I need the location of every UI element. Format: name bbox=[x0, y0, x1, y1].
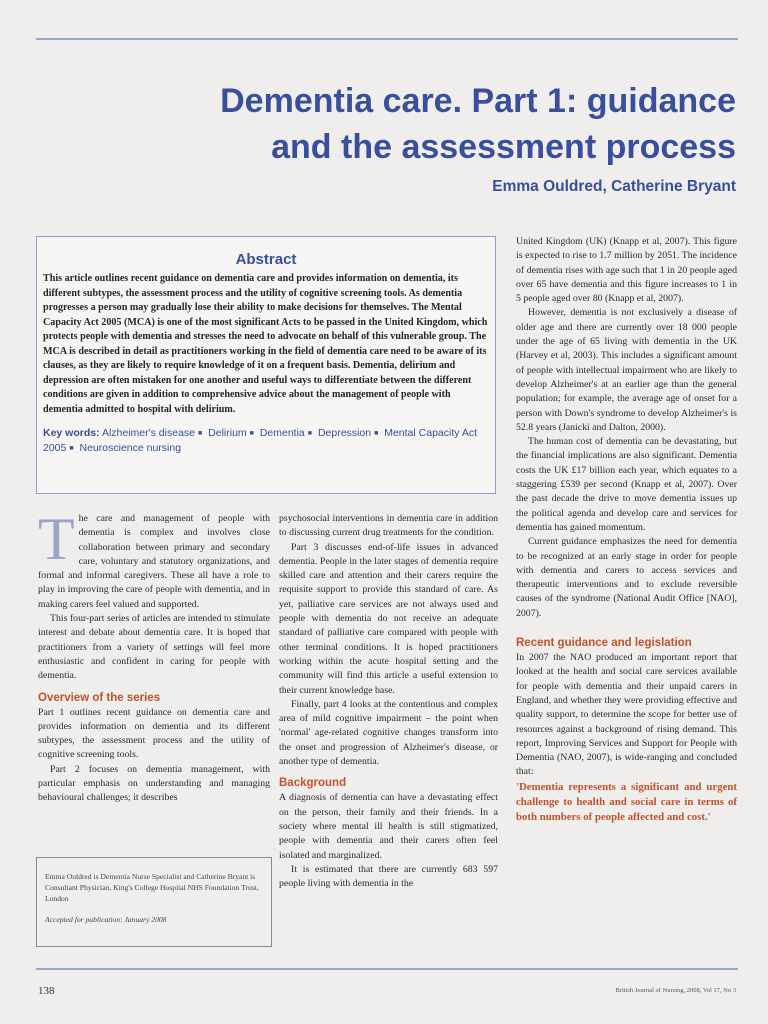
paragraph: A diagnosis of dementia can have a devastating effect on the person, their family and their friends. In a society where mental ill health is still stigmatized, people with dementia and their carers often feel isolated and marginalized. bbox=[279, 792, 498, 861]
authors: Emma Ouldred, Catherine Bryant bbox=[492, 178, 736, 195]
bottom-rule bbox=[36, 968, 738, 970]
bullet-icon: ■ bbox=[249, 430, 254, 437]
paragraph: Finally, part 4 looks at the contentious and complex area of mild cognitive impairment – the point when 'normal' age-related cognitive changes transform into the onset and progression of Alzheimer's disease, or another type of dementia. bbox=[279, 698, 498, 768]
paragraph: In 2007 the NAO produced an important report that looked at the health and social care services available for people with dementia and their unpaid carers in England, and whether they were providing effective and quality support, to determine the scope for better use of resources against a background of rising demand. This report, Improving Services and Support for People with Dementia (NAO, 2007), is wide-ranging and concluded that: bbox=[516, 652, 737, 778]
paragraph: United Kingdom (UK) (Knapp et al, 2007). This figure is expected to rise to 1.7 million by 2051. The incidence of dementia rises with age such that 1 in 20 people aged over 65 have dementia and this figure increases to 1 in 5 people aged over 80 (Knapp et al, 2007). bbox=[516, 236, 737, 305]
keyword: Delirium bbox=[208, 427, 247, 439]
author-affiliation: Emma Ouldred is Dementia Nurse Specialist and Catherine Bryant is Consultant Physician, King's College Hospital NHS Foundation Trust, London bbox=[45, 872, 259, 904]
section-heading-background: Background bbox=[279, 777, 347, 790]
column-2 bbox=[279, 512, 498, 891]
column-1 bbox=[38, 506, 270, 806]
author-info-box bbox=[36, 857, 272, 947]
keyword: Dementia bbox=[259, 427, 305, 439]
keyword: Neuroscience nursing bbox=[79, 442, 182, 454]
section-heading-overview: Overview of the series bbox=[38, 691, 161, 704]
paragraph: Part 3 discusses end-of-life issues in advanced dementia. People in the later stages of dementia require skilled care and attention and their carers require the requisite support to provide this standard of care. As yet, palliative care services are not always used and people with dementia do not receive an adequate standard of palliative care compared with people with other terminal conditions. It is hoped practitioners working within the acute hospital setting and the community will find this article a useful extension to their current knowledge base. bbox=[279, 541, 498, 696]
bullet-icon: ■ bbox=[198, 430, 203, 437]
bullet-icon: ■ bbox=[374, 430, 379, 437]
drop-cap: T bbox=[38, 506, 75, 572]
journal-citation: British Journal of Nursing, 2008, Vol 17, No 3 bbox=[615, 987, 736, 994]
paragraph: Current guidance emphasizes the need for dementia to be recognized at an early stage in order for people with dementia and carers to access services and therapeutic interventions and to exclude reversible causes of the syndrome (National Audit Office [NAO], 2007). bbox=[516, 536, 737, 619]
paragraph: It is estimated that there are currently 683 597 people living with dementia in the bbox=[279, 863, 498, 890]
keyword: Alzheimer's disease bbox=[101, 427, 195, 439]
page-number: 138 bbox=[38, 985, 55, 997]
bullet-icon: ■ bbox=[307, 430, 313, 437]
paragraph: he care and management of people with dementia is complex and involves close collaboration between primary and secondary care, voluntary and statutory organizations, and formal and informal caregivers. These all have a role to play in improving the care of people with dementia, and in making carers feel valued and supported. bbox=[38, 513, 270, 610]
paragraph: psychosocial interventions in dementia care in addition to discussing current drug treatments for the condition. bbox=[279, 513, 498, 539]
top-rule bbox=[36, 38, 738, 40]
keywords bbox=[43, 426, 489, 456]
abstract-box bbox=[36, 236, 496, 494]
paragraph: This four-part series of articles are intended to stimulate interest and debate about dementia care. It is hoped that practitioners from a variety of settings will feel more enthusiastic and confident in caring for people with dementia. bbox=[38, 613, 270, 682]
paragraph: Part 2 focuses on dementia management, with particular emphasis on understanding and managing behavioural challenges; it describes bbox=[38, 763, 270, 804]
paragraph: The human cost of dementia can be devastating, but the financial implications are also significant. Dementia costs the UK £17 billion each year, which equates to a staggering £539 per second (Knapp et al, 2007). Over the past decade the drive to move dementia issues up the political agenda and develop care and services for dementia has gained momentum. bbox=[516, 436, 737, 533]
column-3 bbox=[516, 235, 737, 825]
section-heading-recent-guidance: Recent guidance and legislation bbox=[516, 637, 692, 650]
abstract-heading: Abstract bbox=[235, 251, 297, 268]
accepted-date: Accepted for publication: January 2008 bbox=[45, 914, 167, 924]
title-line-1: Dementia care. Part 1: guidance bbox=[220, 82, 736, 120]
pull-quote: 'Dementia represents a significant and urgent challenge to health and social care in terms of both numbers of people affected and cost.' bbox=[516, 780, 737, 824]
abstract-text: This article outlines recent guidance on dementia care and provides information on dementia, its different subtypes, the assessment process and the utility of cognitive screening tools. As dementia progresses a person may gradually lose their ability to make decisions for themselves. The Mental Capacity Act 2005 (MCA) is one of the most significant Acts to be passed in the United Kingdom, which protects people with dementia and stresses the need to advocate on behalf of this vulnerable group. The MCA is described in detail as practitioners working in the field of dementia care need to be aware of its clauses, as they are likely to require knowledge of it on a frequent basis. Dementia, delirium and depression are often mistaken for one another and useful ways to differentiate between the different conditions are given in addition to comprehensive advice about the management of people with dementia admitted to hospital with delirium. bbox=[43, 273, 488, 415]
keywords-label: Key words: bbox=[43, 427, 100, 439]
title-line-2: and the assessment process bbox=[271, 128, 736, 166]
paragraph: Part 1 outlines recent guidance on dementia care and provides information on dementia and its different subtypes, the assessment process and the utility of cognitive screening tools. bbox=[38, 706, 270, 761]
keyword: Mental Capacity Act 2005 bbox=[43, 427, 478, 454]
paragraph: However, dementia is not exclusively a disease of older age and there are currently over 18 000 people under the age of 65 living with dementia in the UK (Harvey et al, 2003). This includes a significant amount of people with intellectual impairment who are likely to develop Alzheimer's at an earlier age than the general population; for example, the average age of onset for a person with Down's syndrome to develop Alzheimer's is 52.8 years (Janicki and Dalton, 2000). bbox=[516, 307, 737, 433]
article-title bbox=[96, 78, 736, 170]
bullet-icon: ■ bbox=[69, 445, 74, 452]
keyword: Depression bbox=[317, 427, 372, 439]
